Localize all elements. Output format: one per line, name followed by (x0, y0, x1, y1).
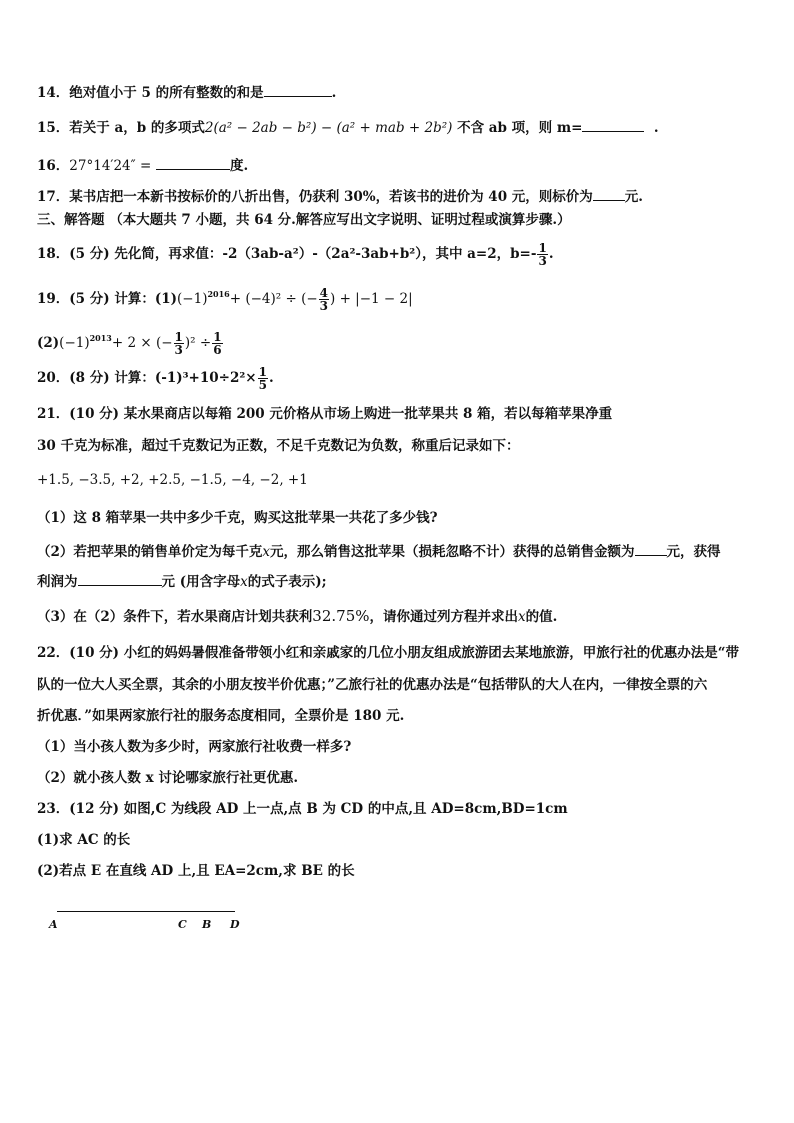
q19-p2-c: )² ÷ (184, 335, 212, 351)
question-23-sub-1: (1)求 AC 的长 (37, 832, 131, 848)
question-19-part-2 (37, 328, 764, 356)
q17-answer-blank[interactable] (593, 186, 625, 201)
question-16 (37, 155, 764, 176)
q20-end: . (268, 370, 274, 386)
q16-expression: 27°14′24″ = (69, 158, 152, 174)
q21-sub2-l2-a: 利润为 (37, 574, 78, 590)
q15-end: . (653, 120, 659, 136)
question-21-data (37, 470, 764, 490)
question-21-line-2: 30 千克为标准，超过千克数记为正数，不足千克数记为负数，称重后记录如下： (37, 438, 520, 454)
q19-p2-frac-num: 1 (174, 330, 183, 344)
q15-answer-blank[interactable] (582, 117, 644, 132)
q21-sub2-l2-c: 的式子表示); (247, 574, 327, 590)
q21-sub2-a: （2）若把苹果的销售单价定为每千克 (37, 544, 263, 560)
q14-end: . (331, 85, 337, 101)
q18-text: 18．(5 分) 先化简，再求值：-2（3ab-a²）-（2a²-3ab+b²），其中 a=2，b=- (37, 246, 537, 262)
q18-fraction (537, 242, 547, 267)
q20-frac-num: 1 (258, 365, 267, 379)
q15-post: 不含 ab 项，则 m= (457, 120, 583, 136)
q21-profit-blank[interactable] (78, 571, 162, 586)
q21-sub3-a: （3）在（2）条件下，若水果商店计划共获利 (37, 609, 313, 625)
q21-sub3-c: 的值. (525, 609, 558, 625)
q21-sub3-x: x (518, 609, 526, 625)
q19-p2-fraction-2 (212, 331, 222, 356)
q19-p1-frac-num: 4 (319, 286, 329, 300)
question-21-sub-1: （1）这 8 箱苹果一共中多少千克，购买这批苹果一共花了多少钱? (37, 510, 438, 526)
q21-sub3-b: ，请你通过列方程并求出 (369, 609, 518, 625)
q19-p1-exponent: 2016 (207, 289, 230, 299)
question-22-line-1: 22．(10 分) 小红的妈妈暑假准备带领小红和亲戚家的几位小朋友组成旅游团去某地旅游，甲旅行社的优惠办法是“带 (37, 645, 740, 661)
q19-p1-fraction (319, 287, 329, 312)
point-d-label: D (230, 918, 240, 931)
question-23-line-1: 23．(12 分) 如图,C 为线段 AD 上一点,点 B 为 CD 的中点,且 AD=8cm,BD=1cm (37, 801, 568, 817)
question-15 (37, 117, 764, 138)
q21-sub2-l2-x: x (240, 574, 248, 590)
question-19-part-1 (37, 284, 764, 312)
q14-text: 14．绝对值小于 5 的所有整数的和是 (37, 85, 264, 101)
question-22-line-3: 折优惠．”如果两家旅行社的服务态度相同，全票价是 180 元. (37, 708, 405, 724)
q21-data-values: +1.5, −3.5, +2, +2.5, −1.5, −4, −2, +1 (37, 472, 308, 488)
q16-end: 度. (230, 158, 249, 174)
q21-sub3-percent: 32.75% (312, 607, 370, 625)
q19-p2-fraction (174, 331, 184, 356)
q19-p2-a: (−1) (59, 335, 90, 351)
question-21-sub-3 (37, 606, 764, 627)
q18-frac-num: 1 (538, 241, 547, 255)
question-23-sub-2: (2)若点 E 在直线 AD 上,且 EA=2cm,求 BE 的长 (37, 863, 355, 879)
question-18 (37, 242, 764, 267)
q21-sub2-b: 元，那么销售这批苹果（损耗忽略不计）获得的总销售金额为 (270, 544, 635, 560)
q20-text: 20．(8 分) 计算：(-1)³+10÷2²× (37, 370, 257, 386)
q19-head: 19．(5 分) 计算：(1) (37, 291, 178, 307)
q19-p2-exponent: 2013 (89, 333, 112, 343)
question-22-sub-2: （2）就小孩人数 x 讨论哪家旅行社更优惠. (37, 770, 299, 786)
q21-sub2-l2-b: 元 (用含字母 (161, 574, 241, 590)
q21-sub2-c: 元，获得 (666, 544, 721, 560)
question-20 (37, 366, 764, 391)
q19-p1-a: (−1) (177, 291, 208, 307)
question-21-sub-2-line-2 (37, 571, 764, 592)
q15-pre: 15．若关于 a，b 的多项式 (37, 120, 205, 136)
q21-sub2-x: x (262, 544, 271, 560)
q19-p2-head: (2) (37, 335, 60, 351)
q16-num: 16． (37, 158, 70, 174)
q19-p2-b: + 2 × (− (111, 335, 173, 351)
q19-p2-frac2-den: 6 (213, 343, 222, 357)
question-22-sub-1: （1）当小孩人数为多少时，两家旅行社收费一样多? (37, 739, 352, 755)
point-b-label: B (202, 918, 212, 931)
question-14 (37, 82, 764, 103)
q19-p1-frac-den: 3 (319, 299, 329, 313)
q20-fraction (258, 366, 268, 391)
question-21-sub-2 (37, 541, 764, 562)
q17-text: 17．某书店把一本新书按标价的八折出售，仍获利 30%，若该书的进价为 40 元，则标价为 (37, 189, 593, 205)
q15-expression: 2(a² − 2ab − b²) − (a² + mab + 2b²) (204, 120, 453, 136)
q19-p2-frac-den: 3 (174, 343, 183, 357)
segment-figure (45, 904, 265, 938)
q18-end: . (548, 246, 554, 262)
q18-frac-den: 3 (538, 254, 547, 268)
segment-ad-line (57, 911, 235, 912)
section-3-heading: 三、解答题 （本大题共 7 小题，共 64 分.解答应写出文字说明、证明过程或演算步骤.） (37, 212, 571, 228)
q14-answer-blank[interactable] (264, 82, 332, 97)
q19-p1-b: + (−4)² ÷ (− (229, 291, 318, 307)
point-c-label: C (178, 918, 187, 931)
q19-p2-frac2-num: 1 (213, 330, 222, 344)
q17-end: 元. (624, 189, 643, 205)
question-22-line-2: 队的一位大人买全票，其余的小朋友按半价优惠；”乙旅行社的优惠办法是“包括带队的大人在内，一律按全票的六 (37, 677, 708, 693)
question-21-line-1: 21．(10 分) 某水果商店以每箱 200 元价格从市场上购进一批苹果共 8 箱，若以每箱苹果净重 (37, 406, 613, 422)
question-17 (37, 186, 764, 207)
q20-frac-den: 5 (258, 378, 267, 392)
point-a-label: A (49, 918, 58, 931)
q16-answer-blank[interactable] (156, 155, 230, 170)
q21-sales-blank[interactable] (635, 541, 667, 556)
q19-p1-c: ) + |−1 − 2| (330, 291, 413, 307)
